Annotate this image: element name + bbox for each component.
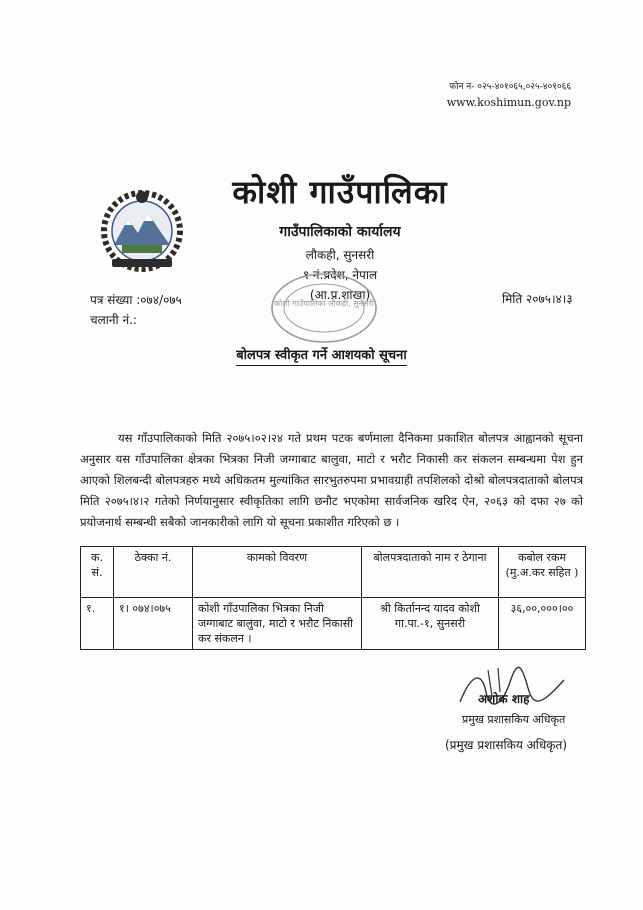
table-row <box>81 598 586 650</box>
cell-amount: ३६,००,०००।०० <box>499 598 586 650</box>
cell-contract-no: १। ०७४।०७५ <box>114 598 193 650</box>
phone-number: फोन न- ०२५-४०१०६५,०२५-४०१०६६ <box>449 82 571 92</box>
address-line-2: १ नं.प्रदेश, नेपाल <box>302 268 378 282</box>
ref-number: पत्र संख्या :०७४/०७५ <box>90 293 182 307</box>
notice-heading <box>0 344 643 363</box>
nepal-emblem-icon <box>98 185 186 273</box>
notice-body: यस गाँउपालिकाको मिति २०७५।०२।२४ गते प्रथम पटक बर्णमाला दैनिकमा प्रकाशित बोलपत्र आह्वानको सूचना अनुसार यस गाँउपालिका क्षेत्रका भित्रका निजी जग्गाबाट बालुवा, माटो र भरौट निकासी कर संकलन सम्बन्धमा पेश हुन आएको शिलबन्दी बोलपत्रहरु मध्ये अधिकतम मुल्यांकित सारभुतरुपमा प्रभावग्राही तपशिलको दोश्रो बोलपत्रदाताको बोलपत्र मिति २०७५।४।२ गतेको निर्णयानुसार स्वीकृतिका लागि छनौट भएकोमा सार्वजनिक खरिद ऐन, २०६३ को दफा २७ को प्रयोजनार्थ सम्बन्धी सबैको जानकारीको लागि यो सूचना प्रकाशीत गरिएको छ । <box>80 431 583 529</box>
tender-table <box>80 546 586 650</box>
address-line-1: लौकही, सुनसरी <box>305 248 375 262</box>
header-contract-no: ठेक्का नं. <box>114 547 193 598</box>
header-bidder: बोलपत्रदाताको नाम र ठेगाना <box>362 547 499 598</box>
stamp-text: कोशी गाउँपालिका लौकही, सुनसरी <box>274 299 374 308</box>
header-serial: क. सं. <box>81 547 114 598</box>
municipality-name: कोशी गाउँपालिका <box>232 173 448 211</box>
office-name: गाउँपालिकाको कार्यालय <box>279 224 401 240</box>
signatory-name: अशोक शाह <box>478 692 530 706</box>
signatory-title: (प्रमुख प्रशासकिय अधिकृत) <box>445 738 568 752</box>
cell-bidder: श्री किर्तानन्द यादव कोशी गा.पा.-१, सुनसरी <box>362 598 499 650</box>
table-header-row <box>81 547 586 598</box>
header-amount: कबोल रकम (मु.अ.कर सहित ) <box>499 547 586 598</box>
cell-serial: १. <box>81 598 114 650</box>
notice-heading-text: बोलपत्र स्वीकृत गर्ने आशयको सूचना <box>236 348 407 366</box>
signatory-stamp-title: प्रमुख प्रशासकिय अधिकृत <box>462 713 566 726</box>
cell-work-description: कोशी गाँउपालिका भित्रका निजी जग्गाबाट बालुवा, माटो र भरौट निकासी कर संकलन । <box>193 598 362 650</box>
header-work-description: कामको विवरण <box>193 547 362 598</box>
letter-reference <box>90 290 182 330</box>
address-line-3: (आ.प्र.शाखा) <box>309 288 371 302</box>
stamp-icon <box>268 270 380 346</box>
office-stamp <box>268 270 380 346</box>
letter-date: मिति २०७५।४।३ <box>502 292 573 306</box>
dispatch-number: चलानी नं.: <box>90 313 137 327</box>
contact-block <box>447 80 571 110</box>
website-link[interactable]: www.koshimun.gov.np <box>446 96 571 109</box>
